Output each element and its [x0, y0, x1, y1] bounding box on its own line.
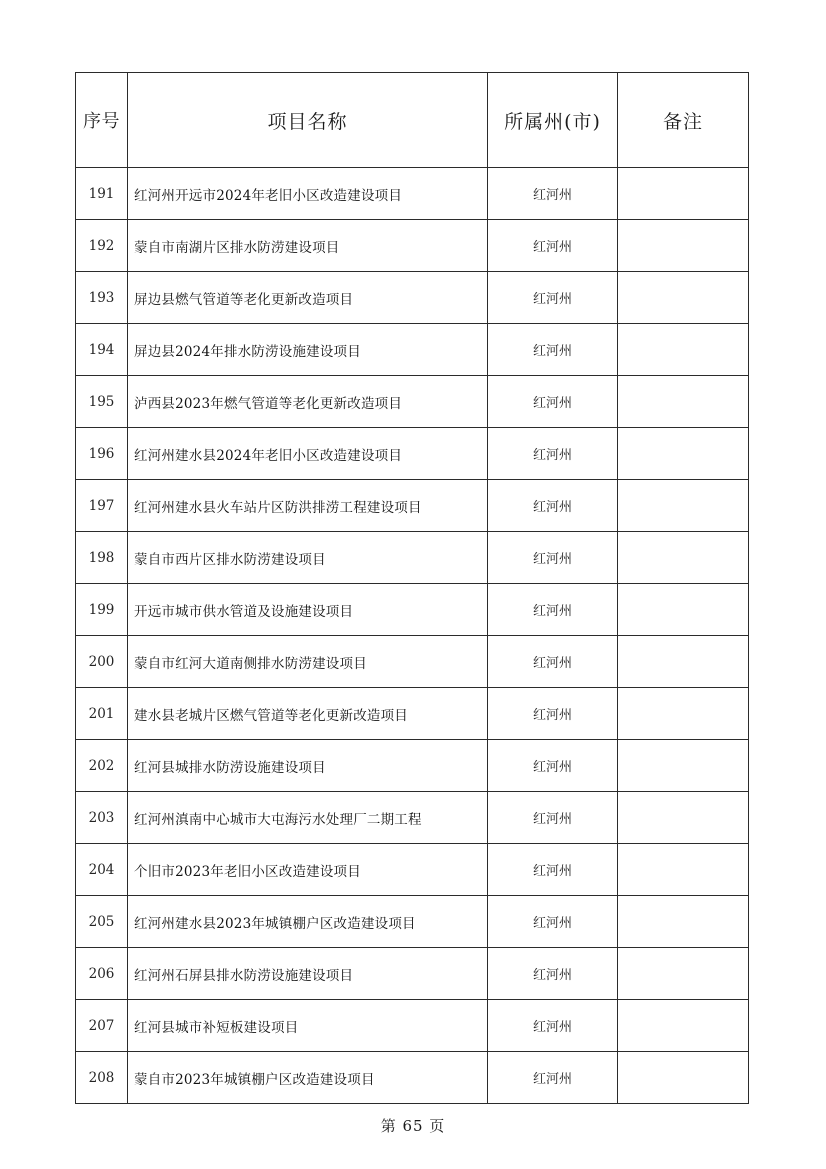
cell-project-name: 红河州开远市2024年老旧小区改造建设项目 — [128, 168, 488, 220]
cell-region: 红河州 — [488, 220, 618, 272]
cell-region: 红河州 — [488, 688, 618, 740]
cell-index: 191 — [76, 168, 128, 220]
cell-project-name: 蒙自市2023年城镇棚户区改造建设项目 — [128, 1052, 488, 1104]
cell-region: 红河州 — [488, 168, 618, 220]
column-header-remark: 备注 — [618, 73, 749, 168]
table-row — [76, 376, 749, 428]
cell-region: 红河州 — [488, 896, 618, 948]
cell-project-name: 屏边县2024年排水防涝设施建设项目 — [128, 324, 488, 376]
cell-index: 202 — [76, 740, 128, 792]
cell-project-name: 屏边县燃气管道等老化更新改造项目 — [128, 272, 488, 324]
cell-project-name: 红河县城市补短板建设项目 — [128, 1000, 488, 1052]
cell-index: 198 — [76, 532, 128, 584]
cell-index: 200 — [76, 636, 128, 688]
cell-index: 196 — [76, 428, 128, 480]
column-header-index: 序号 — [76, 73, 128, 168]
cell-project-name: 红河州建水县2023年城镇棚户区改造建设项目 — [128, 896, 488, 948]
table-row — [76, 948, 749, 1000]
table-row — [76, 480, 749, 532]
cell-project-name: 泸西县2023年燃气管道等老化更新改造项目 — [128, 376, 488, 428]
cell-project-name: 建水县老城片区燃气管道等老化更新改造项目 — [128, 688, 488, 740]
cell-index: 204 — [76, 844, 128, 896]
project-list-table — [75, 72, 749, 1104]
table-row — [76, 844, 749, 896]
cell-remark — [618, 1052, 749, 1104]
cell-remark — [618, 584, 749, 636]
cell-remark — [618, 688, 749, 740]
cell-region: 红河州 — [488, 1052, 618, 1104]
cell-remark — [618, 636, 749, 688]
cell-region: 红河州 — [488, 376, 618, 428]
column-header-project-name: 项目名称 — [128, 73, 488, 168]
cell-region: 红河州 — [488, 272, 618, 324]
cell-remark — [618, 168, 749, 220]
cell-region: 红河州 — [488, 324, 618, 376]
cell-remark — [618, 376, 749, 428]
table-row — [76, 532, 749, 584]
cell-remark — [618, 220, 749, 272]
cell-remark — [618, 948, 749, 1000]
cell-index: 199 — [76, 584, 128, 636]
table-row — [76, 168, 749, 220]
table-row — [76, 896, 749, 948]
cell-project-name: 红河州建水县火车站片区防洪排涝工程建设项目 — [128, 480, 488, 532]
table-header — [76, 73, 749, 168]
cell-index: 205 — [76, 896, 128, 948]
cell-remark — [618, 324, 749, 376]
cell-project-name: 蒙自市西片区排水防涝建设项目 — [128, 532, 488, 584]
table-header-row — [76, 73, 749, 168]
cell-region: 红河州 — [488, 844, 618, 896]
table-row — [76, 584, 749, 636]
cell-remark — [618, 480, 749, 532]
cell-index: 208 — [76, 1052, 128, 1104]
cell-project-name: 蒙自市红河大道南侧排水防涝建设项目 — [128, 636, 488, 688]
cell-region: 红河州 — [488, 532, 618, 584]
cell-region: 红河州 — [488, 740, 618, 792]
table-body — [76, 168, 749, 1104]
cell-project-name: 个旧市2023年老旧小区改造建设项目 — [128, 844, 488, 896]
cell-region: 红河州 — [488, 1000, 618, 1052]
cell-index: 197 — [76, 480, 128, 532]
table-row — [76, 688, 749, 740]
cell-index: 206 — [76, 948, 128, 1000]
cell-region: 红河州 — [488, 636, 618, 688]
table-row — [76, 220, 749, 272]
cell-project-name: 开远市城市供水管道及设施建设项目 — [128, 584, 488, 636]
cell-region: 红河州 — [488, 948, 618, 1000]
cell-project-name: 红河州滇南中心城市大屯海污水处理厂二期工程 — [128, 792, 488, 844]
table-row — [76, 1052, 749, 1104]
cell-project-name: 蒙自市南湖片区排水防涝建设项目 — [128, 220, 488, 272]
cell-region: 红河州 — [488, 584, 618, 636]
table-row — [76, 428, 749, 480]
table-row — [76, 740, 749, 792]
cell-project-name: 红河州石屏县排水防涝设施建设项目 — [128, 948, 488, 1000]
table-row — [76, 792, 749, 844]
table-row — [76, 1000, 749, 1052]
cell-region: 红河州 — [488, 792, 618, 844]
cell-remark — [618, 272, 749, 324]
table-row — [76, 636, 749, 688]
cell-remark — [618, 1000, 749, 1052]
cell-remark — [618, 740, 749, 792]
cell-index: 193 — [76, 272, 128, 324]
column-header-region: 所属州(市) — [488, 73, 618, 168]
cell-region: 红河州 — [488, 428, 618, 480]
cell-index: 201 — [76, 688, 128, 740]
cell-remark — [618, 844, 749, 896]
cell-index: 207 — [76, 1000, 128, 1052]
table-row — [76, 272, 749, 324]
cell-index: 194 — [76, 324, 128, 376]
page-footer: 第 65 页 — [380, 1117, 446, 1135]
cell-index: 195 — [76, 376, 128, 428]
cell-remark — [618, 792, 749, 844]
cell-project-name: 红河县城排水防涝设施建设项目 — [128, 740, 488, 792]
cell-remark — [618, 532, 749, 584]
cell-region: 红河州 — [488, 480, 618, 532]
cell-project-name: 红河州建水县2024年老旧小区改造建设项目 — [128, 428, 488, 480]
cell-index: 192 — [76, 220, 128, 272]
cell-index: 203 — [76, 792, 128, 844]
table-row — [76, 324, 749, 376]
cell-remark — [618, 428, 749, 480]
cell-remark — [618, 896, 749, 948]
